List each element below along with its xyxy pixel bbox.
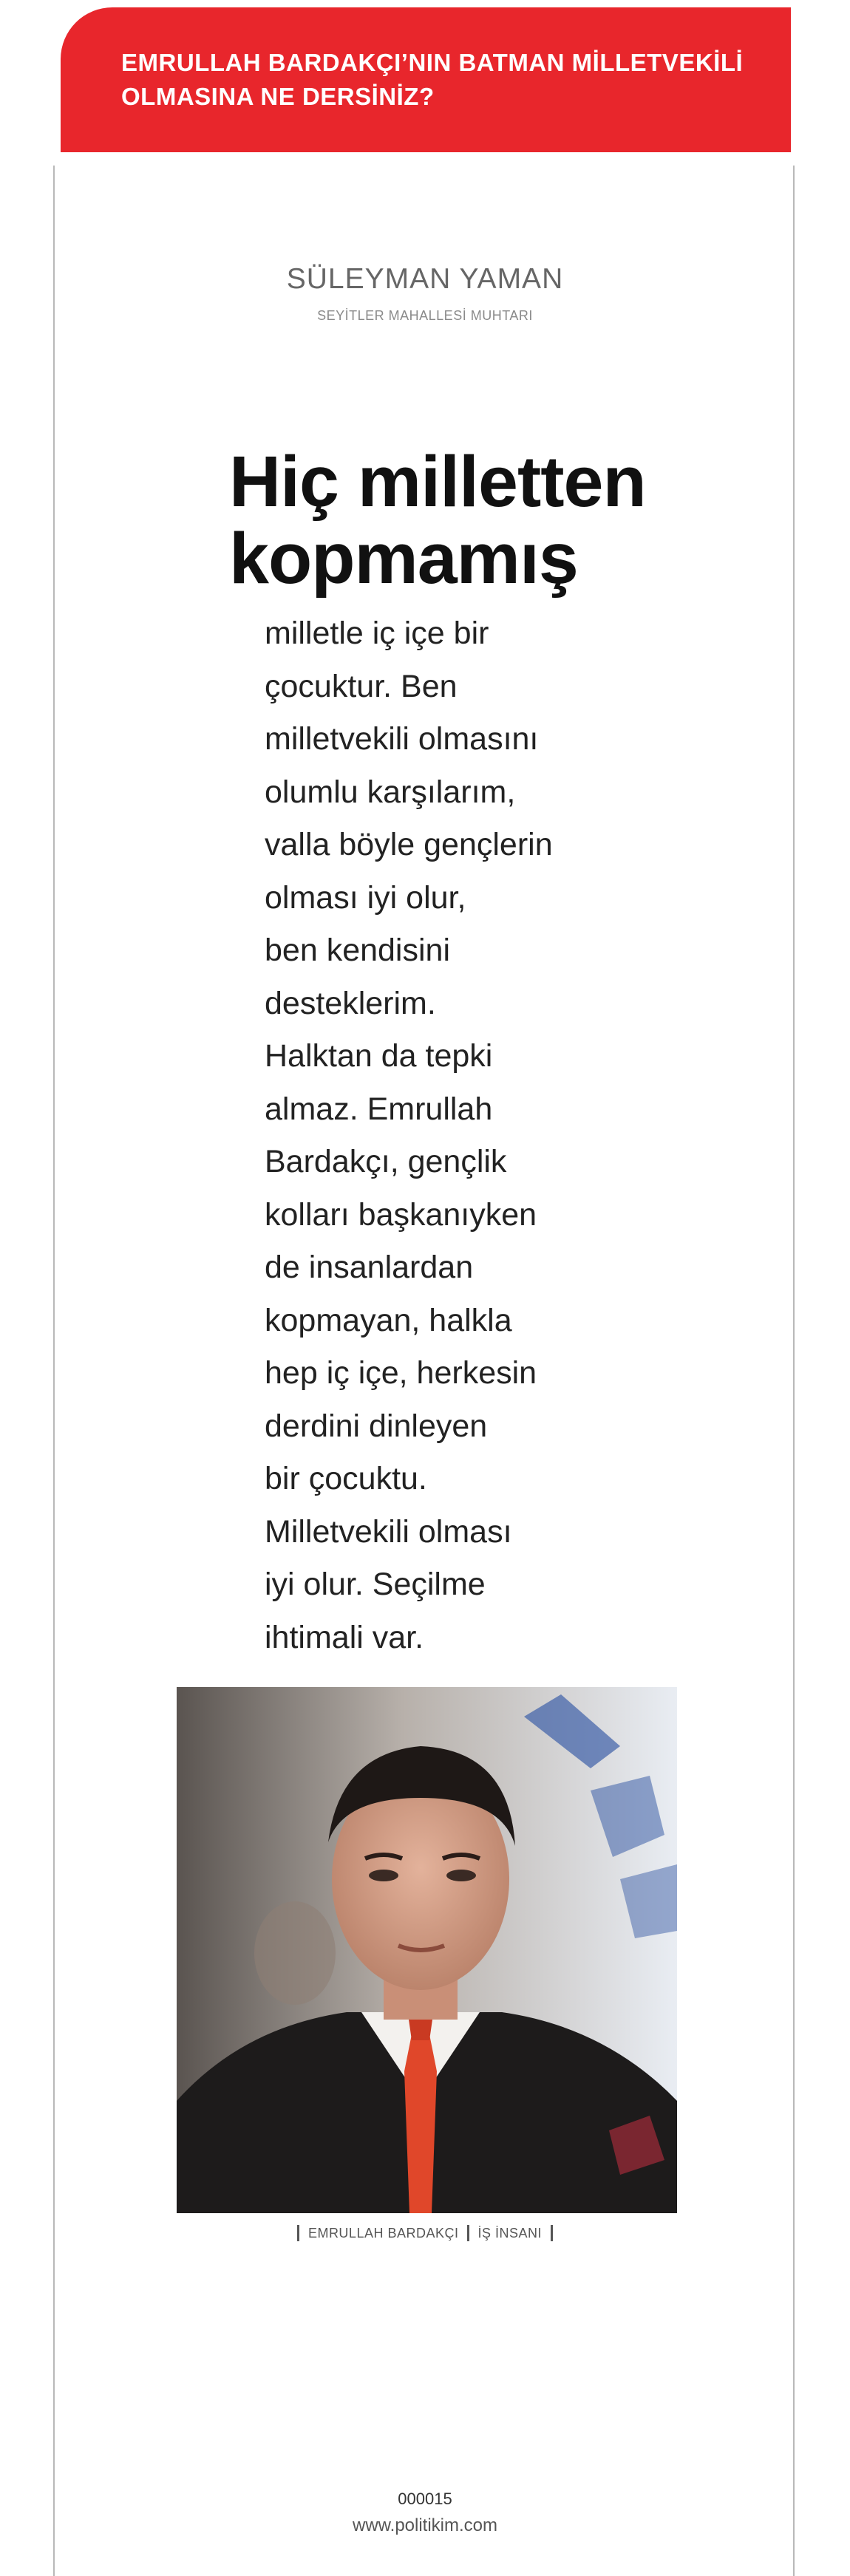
banner-title: EMRULLAH BARDAKÇI’NIN BATMAN MİLLETVEKİLİ OLMASINA NE DERSİNİZ? [121,49,744,110]
body-line: desteklerim. [265,985,436,1021]
body-line: milletvekili olmasını [265,721,539,757]
body-line: olumlu karşılarım, [265,774,516,810]
body-line: Bardakçı, gençlik [265,1144,507,1179]
article-body [265,607,649,1664]
page-number: 000015 [398,2490,452,2508]
portrait-photo [177,1687,677,2213]
article-headline: Hiç milletten kopmamış [229,441,646,599]
caption-title: İŞ İNSANI [477,2226,543,2241]
body-line: Milletvekili olması [265,1513,512,1550]
caption-divider [467,2225,469,2241]
body-line: kolları başkanıyken [265,1196,537,1233]
body-line: bir çocuktu. [265,1461,427,1496]
author-name: SÜLEYMAN YAMAN [286,263,564,295]
portrait-illustration [177,1687,677,2213]
body-line: almaz. Emrullah [265,1091,493,1127]
author-role: SEYİTLER MAHALLESİ MUHTARI [317,308,533,323]
body-line: Halktan da tepki [265,1038,493,1074]
body-line: ihtimali var. [265,1619,424,1655]
body-line: olması iyi olur, [265,879,466,916]
body-line: çocuktur. Ben [265,668,458,704]
body-line: derdini dinleyen [265,1408,488,1444]
body-line: kopmayan, halkla [265,1302,512,1338]
caption-divider [297,2225,299,2241]
header-banner [61,7,791,152]
right-border-rule [793,166,795,2576]
photo-caption [0,2225,850,2241]
body-line: hep iç içe, herkesin [265,1355,537,1391]
body-line: valla böyle gençlerin [265,827,553,862]
left-border-rule [53,166,55,2576]
body-line: iyi olur. Seçilme [265,1567,486,1602]
body-line: ben kendisini [265,933,451,968]
caption-name: EMRULLAH BARDAKÇI [307,2226,459,2241]
caption-divider [551,2225,553,2241]
body-line: milletle iç içe bir [265,616,489,651]
body-line: de insanlardan [265,1250,474,1285]
website-link[interactable]: www.politikim.com [352,2515,498,2535]
